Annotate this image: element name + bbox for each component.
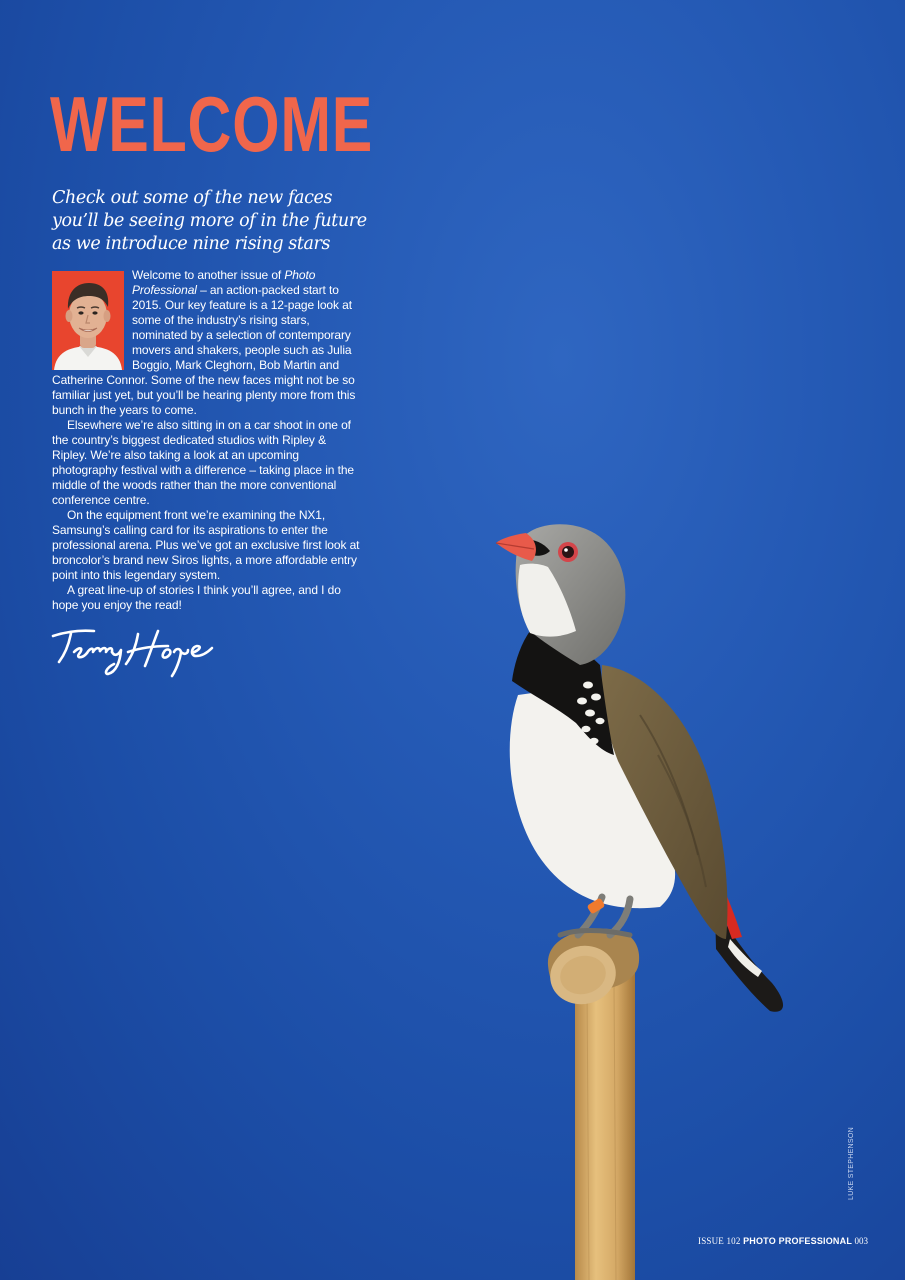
editor-signature [50,622,220,678]
editorial-body [52,268,362,613]
body-text: – an action-packed start to 2015. Our key feature is a 12-page look at some of the industry’s rising stars, nominated by a selection of contemporary movers and shakers, people such as Julia Boggio, Mark Cleghorn, Bob Martin and Catherine Connor. Some of the new faces might not be so familiar just yet, but you’ll be hearing plenty more from this bunch in the years to come. [52,283,356,417]
standfirst [52,187,382,256]
page-title: WELCOME [50,80,374,168]
body-paragraph: A great line-up of stories I think you’ll agree, and I do hope you enjoy the read! [52,583,341,612]
standfirst-line: Check out some of the new faces [52,188,333,208]
body-text: Welcome to another issue of [132,268,285,282]
magazine-name: Photo Professional [132,268,316,297]
standfirst-line: you’ll be seeing more of in the future [52,211,367,231]
standfirst-line: as we introduce nine rising stars [52,234,331,254]
magazine-title: PHOTO PROFESSIONAL [743,1236,853,1246]
bird-photograph [490,515,800,1280]
body-paragraph: Elsewhere we’re also sitting in on a car shoot in one of the country’s biggest dedicated studios with Ripley & Ripley. We’re also taking a look at an upcoming photography festival with a difference – taking place in the middle of the woods rather than the more conventional conference centre. [52,418,354,507]
editor-portrait [52,271,124,370]
photo-credit: LUKE STEPHENSON [848,1127,855,1200]
body-paragraph: On the equipment front we’re examining the NX1, Samsung’s calling card for its aspirations to enter the professional arena. Plus we’ve got an exclusive first look at broncolor’s brand new Siros lights, a more affordable entry point into this legendary system. [52,508,360,582]
issue-number: ISSUE 102 [698,1236,741,1246]
page-number: 003 [854,1236,869,1246]
page-footer [698,1236,878,1246]
